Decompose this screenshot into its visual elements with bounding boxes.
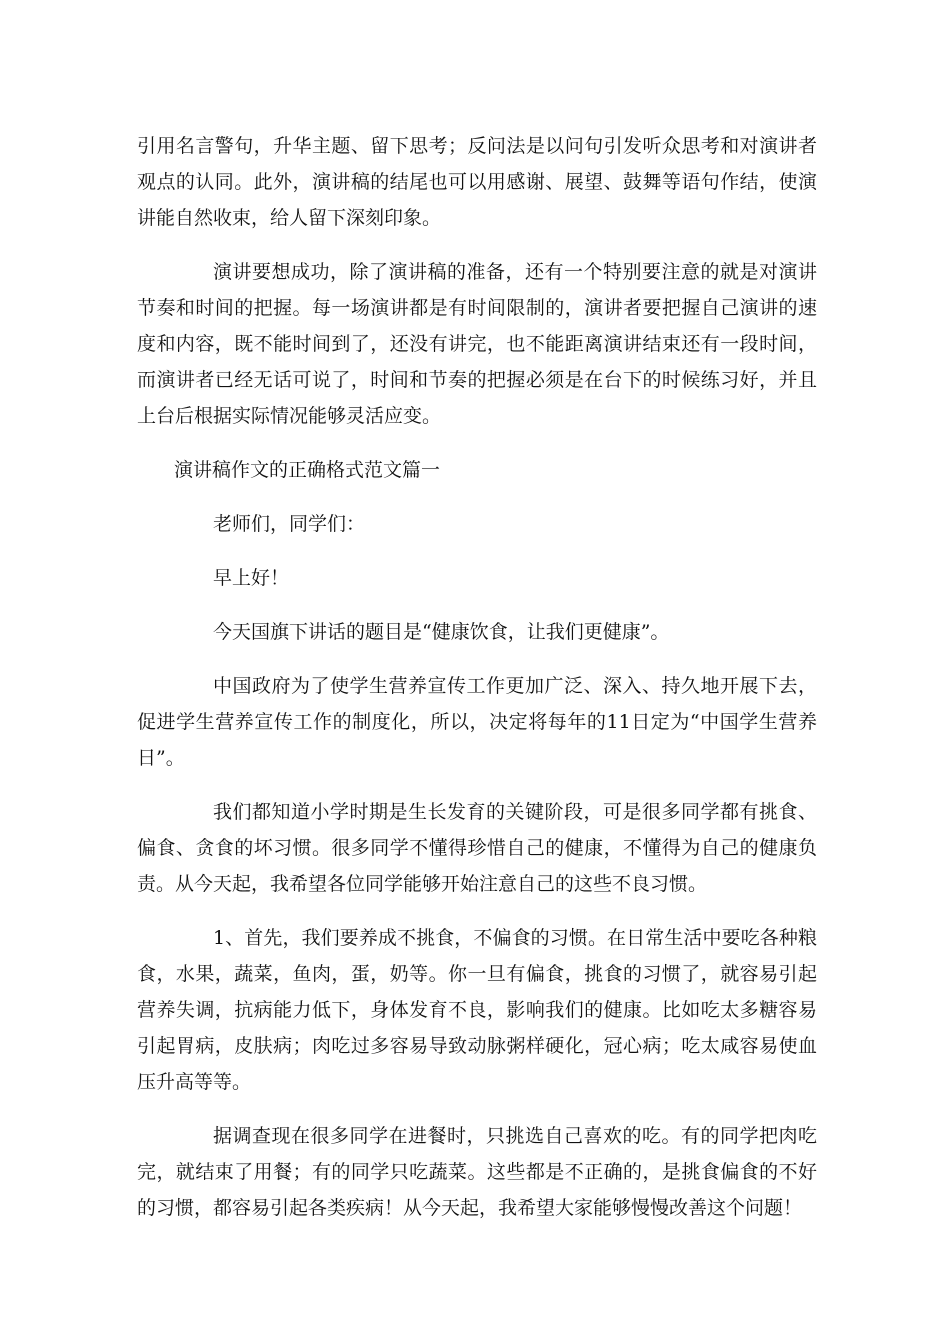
paragraph-speech-ending: 引用名言警句，升华主题、留下思考；反问法是以问句引发听众思考和对演讲者观点的认同。此外，演讲稿的结尾也可以用感谢、展望、鼓舞等语句作结，使演讲能自然收束，给人留下深刻印象。 [137, 135, 817, 229]
paragraph-salutation: 老师们，同学们： [213, 513, 366, 535]
paragraph-timing-rhythm: 演讲要想成功，除了演讲稿的准备，还有一个特别要注意的就是对演讲节奏和时间的把握。每一场演讲都是有时间限制的，演讲者要把握自己演讲的速度和内容，既不能时间到了，还没有讲完，也不能距离演讲结束还有一段时间，而演讲者已经无话可说了，时间和节奏的把握必须是在台下的时候练习好，并且上台后根据实际情况能够灵活应变。 [137, 261, 817, 427]
paragraph-point-one: 1、首先，我们要养成不挑食，不偏食的习惯。在日常生活中要吃各种粮食，水果，蔬菜，鱼肉，蛋，奶等。你一旦有偏食，挑食的习惯了，就容易引起营养失调，抗病能力低下，身体发育不良，影响我们的健康。比如吃太多糖容易引起胃病，皮肤病；肉吃过多容易导致动脉粥样硬化，冠心病；吃太咸容易使血压升高等等。 [137, 927, 817, 1093]
paragraph-greeting: 早上好！ [213, 567, 290, 589]
paragraph-bad-habits: 我们都知道小学时期是生长发育的关键阶段，可是很多同学都有挑食、偏食、贪食的坏习惯。很多同学不懂得珍惜自己的健康，不懂得为自己的健康负责。从今天起，我希望各位同学能够开始注意自己的这些不良习惯。 [137, 801, 817, 895]
document-body [137, 128, 817, 1244]
paragraph-survey: 据调查现在很多同学在进餐时，只挑选自己喜欢的吃。有的同学把肉吃完，就结束了用餐；有的同学只吃蔬菜。这些都是不正确的，是挑食偏食的不好的习惯，都容易引起各类疾病！从今天起，我希望大家能够慢慢改善这个问题！ [137, 1125, 817, 1219]
paragraph-nutrition-day: 中国政府为了使学生营养宣传工作更加广泛、深入、持久地开展下去，促进学生营养宣传工作的制度化，所以，决定将每年的11日定为“中国学生营养日”。 [137, 675, 817, 769]
section-title: 演讲稿作文的正确格式范文篇一 [174, 459, 441, 481]
paragraph-topic: 今天国旗下讲话的题目是“健康饮食，让我们更健康”。 [213, 621, 670, 643]
